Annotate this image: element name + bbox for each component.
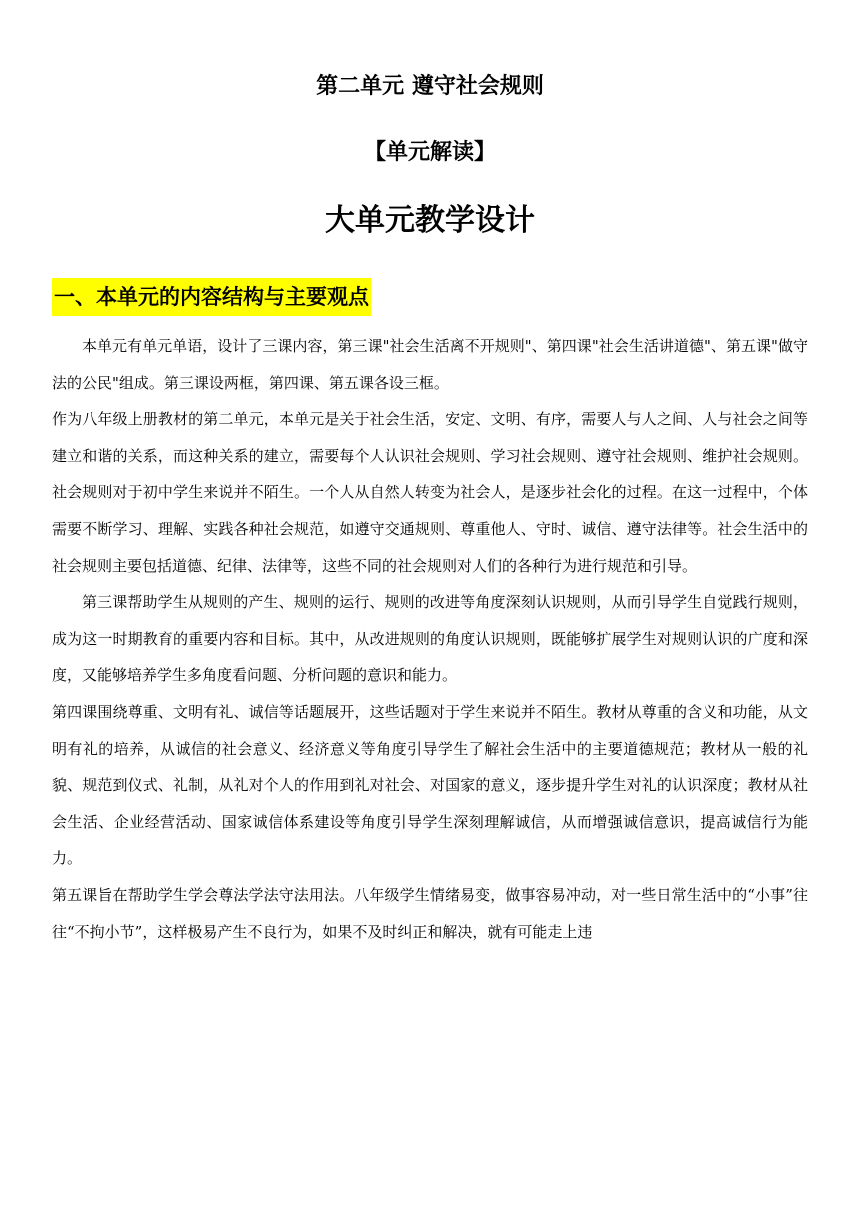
unit-reading-title: 【单元解读】 bbox=[363, 140, 496, 165]
section-heading: 一、本单元的内容结构与主要观点 bbox=[52, 278, 371, 316]
design-title: 大单元教学设计 bbox=[325, 203, 535, 238]
unit-title: 第二单元 遵守社会规则 bbox=[316, 74, 544, 99]
paragraph-intro: 本单元有单元单语，设计了三课内容，第三课"社会生活离不开规则"、第四课"社会生活讲道德"、第五课"做守法的公民"组成。第三课设两框，第四课、第五课各设三框。 bbox=[52, 337, 808, 392]
paragraph-lesson-three: 第三课帮助学生从规则的产生、规则的运行、规则的改进等角度深刻认识规则，从而引导学生自觉践行规则，成为这一时期教育的重要内容和目标。其中，从改进规则的角度认识规则，既能够扩展学生对规则认识的广度和深度，又能够培养学生多角度看问题、分析问题的意识和能力。 bbox=[52, 593, 808, 685]
paragraph-unit-overview: 作为八年级上册教材的第二单元，本单元是关于社会生活，安定、文明、有序，需要人与人之间、人与社会之间等建立和谐的关系，而这种关系的建立，需要每个人认识社会规则、学习社会规则、遵守社会规则、维护社会规则。社会规则对于初中学生来说并不陌生。一个人从自然人转变为社会人，是逐步社会化的过程。在这一过程中，个体需要不断学习、理解、实践各种社会规范，如遵守交通规则、尊重他人、守时、诚信、遵守法律等。社会生活中的社会规则主要包括道德、纪律、法律等，这些不同的社会规则对人们的各种行为进行规范和引导。 bbox=[52, 410, 808, 575]
body-text bbox=[52, 328, 808, 950]
paragraph-lesson-five: 第五课旨在帮助学生学会尊法学法守法用法。八年级学生情绪易变，做事容易冲动，对一些日常生活中的“小事”往往“不拘小节”，这样极易产生不良行为，如果不及时纠正和解决，就有可能走上违 bbox=[52, 885, 808, 941]
paragraph-lesson-four: 第四课围绕尊重、文明有礼、诚信等话题展开，这些话题对于学生来说并不陌生。教材从尊重的含义和功能，从文明有礼的培养，从诚信的社会意义、经济意义等角度引导学生了解社会生活中的主要道德规范；教材从一般的礼貌、规范到仪式、礼制，从礼对个人的作用到礼对社会、对国家的意义，逐步提升学生对礼的认识深度；教材从社会生活、企业经营活动、国家诚信体系建设等角度引导学生深刻理解诚信，从而增强诚信意识，提高诚信行为能力。 bbox=[52, 702, 808, 868]
